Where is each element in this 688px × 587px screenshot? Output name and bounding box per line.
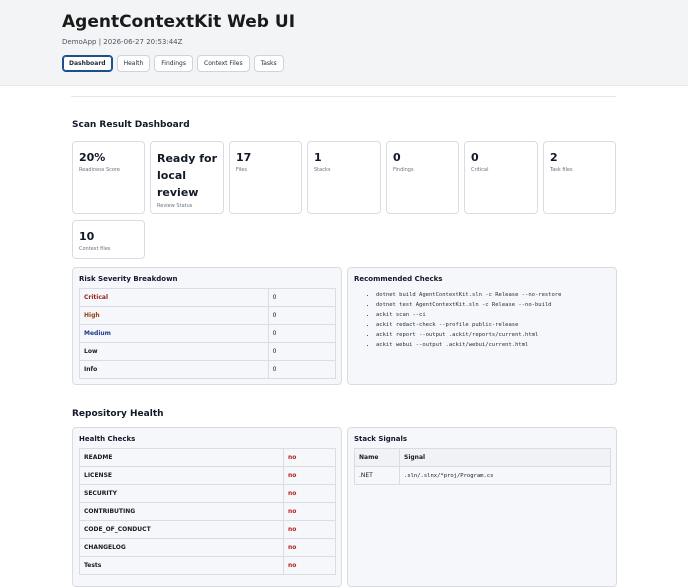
severity-label: Low [80,343,269,361]
severity-count: 0 [268,289,335,307]
section-divider [71,96,616,97]
check-command: • ackit webui --output .ackit/webui/current.html [376,342,561,348]
health-check-label: SECURITY [80,485,284,503]
table-row [80,521,336,539]
severity-label: Info [80,361,269,379]
risk-severity-panel [72,267,342,385]
health-check-label: CHANGELOG [80,539,284,557]
check-command: • ackit report --output .ackit/reports/current.html [376,332,561,338]
table-row [80,289,336,307]
tab-context-files[interactable]: Context Files [197,55,250,72]
metric-label: Review Status [157,203,193,209]
risk-severity-title: Risk Severity Breakdown [79,275,178,283]
severity-label: Critical [80,289,269,307]
metric-label: Findings [393,167,414,173]
health-check-status: no [284,467,336,485]
metric-label: Readiness Score [79,167,121,173]
stack-signals-table [354,448,611,485]
nav-tabs [62,55,284,72]
table-row [80,503,336,521]
table-header-row [355,449,611,467]
metric-card-critical [464,141,538,214]
stack-name: .NET [355,467,400,485]
severity-count: 0 [268,325,335,343]
check-command: • dotnet test AgentContextKit.sln -c Release --no-build [376,302,561,308]
health-checks-panel [72,427,342,587]
severity-label: High [80,307,269,325]
metric-label: Context files [79,246,111,252]
metric-value: 0 [471,151,479,164]
risk-severity-table [79,288,336,379]
severity-count: 0 [268,307,335,325]
tab-tasks[interactable]: Tasks [254,55,284,72]
table-row [80,467,336,485]
metric-card-task-files [543,141,616,214]
recommended-checks-list [366,292,561,352]
table-row [80,449,336,467]
health-check-label: CODE_OF_CONDUCT [80,521,284,539]
metric-value: 20% [79,151,106,164]
app-subtitle: DemoApp | 2026-06-27 20:53:44Z [62,38,183,46]
severity-count: 0 [268,361,335,379]
metric-value: 10 [79,230,95,243]
recommended-checks-title: Recommended Checks [354,275,443,283]
health-check-label: README [80,449,284,467]
health-check-label: CONTRIBUTING [80,503,284,521]
health-check-status: no [284,521,336,539]
metric-value: Ready for local review [157,152,217,199]
check-command: • dotnet build AgentContextKit.sln -c Release --no-restore [376,292,561,298]
tab-findings[interactable]: Findings [154,55,193,72]
recommended-checks-panel [347,267,617,385]
metric-label: Critical [471,167,489,173]
table-row [80,539,336,557]
metric-card-readiness [72,141,145,214]
table-row [80,485,336,503]
column-header-name: Name [355,449,400,467]
metric-value: 1 [314,151,322,164]
metric-value: 17 [236,151,252,164]
health-checks-title: Health Checks [79,435,136,443]
table-row [355,467,611,485]
metric-card-findings [386,141,459,214]
tab-dashboard[interactable]: Dashboard [62,55,113,72]
metric-label: Stacks [314,167,331,173]
repository-health-title: Repository Health [72,409,164,419]
severity-label: Medium [80,325,269,343]
metric-label: Task files [550,167,573,173]
stack-signal: .sln/.slnx/*proj/Program.cs [400,467,611,485]
metric-card-review-status [150,141,224,214]
stack-signals-panel [347,427,617,587]
health-check-status: no [284,485,336,503]
health-check-status: no [284,449,336,467]
table-row [80,343,336,361]
metric-card-context-files [72,220,145,259]
table-row [80,361,336,379]
metric-label: Files [236,167,247,173]
health-check-status: no [284,539,336,557]
app-title: AgentContextKit Web UI [62,12,296,32]
column-header-signal: Signal [400,449,611,467]
health-check-label: Tests [80,557,284,575]
metric-card-files [229,141,302,214]
check-command: • ackit scan --ci [376,312,561,318]
metric-value: 0 [393,151,401,164]
check-command: • ackit redact-check --profile public-release [376,322,561,328]
table-row [80,325,336,343]
health-check-label: LICENSE [80,467,284,485]
severity-count: 0 [268,343,335,361]
tab-health[interactable]: Health [117,55,151,72]
health-check-status: no [284,503,336,521]
health-checks-table [79,448,336,575]
table-row [80,557,336,575]
table-row [80,307,336,325]
dashboard-title: Scan Result Dashboard [72,120,190,130]
app-header [0,0,688,86]
metric-card-stacks [307,141,381,214]
stack-signals-title: Stack Signals [354,435,408,443]
health-check-status: no [284,557,336,575]
metric-value: 2 [550,151,558,164]
